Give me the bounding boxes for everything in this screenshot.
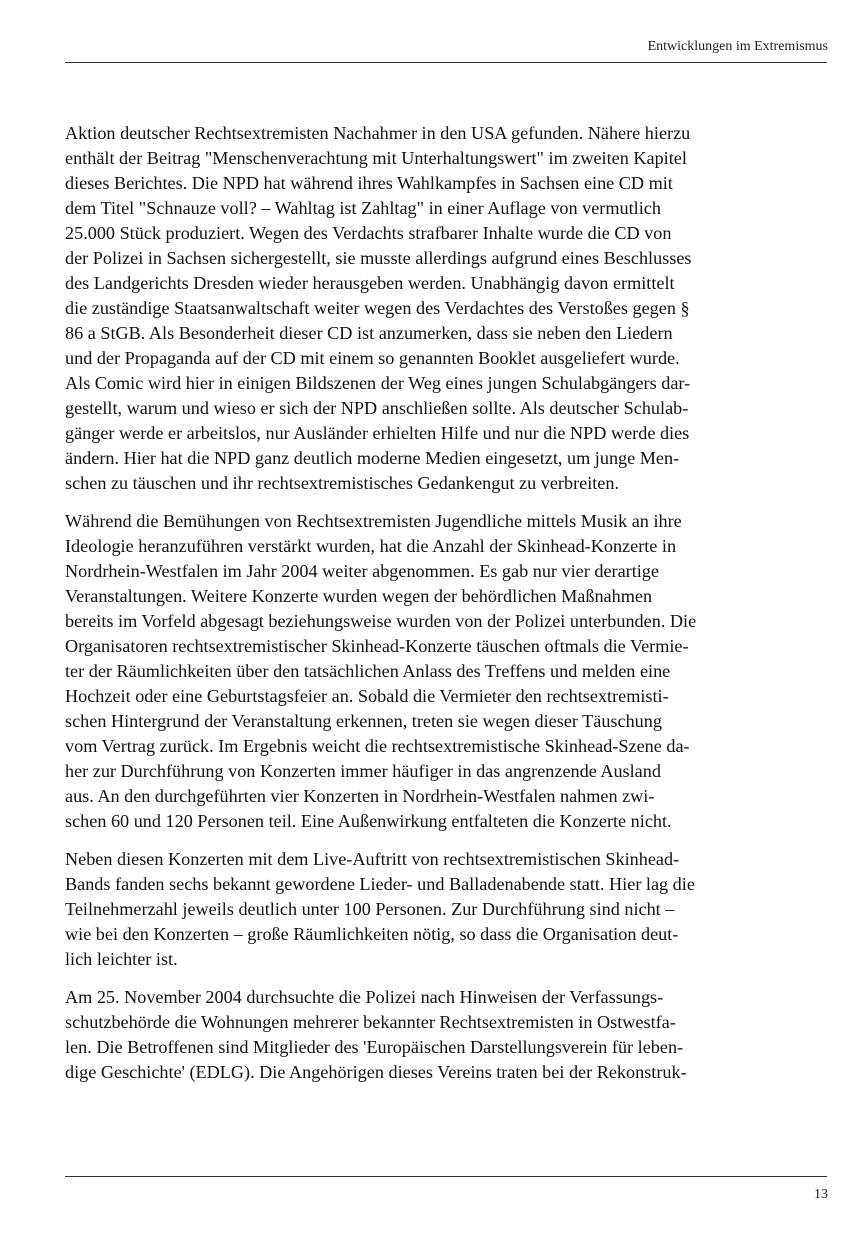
text-line: Teilnehmerzahl jeweils deutlich unter 100 Personen. Zur Durchführung sind nicht – — [65, 899, 675, 919]
text-line: 25.000 Stück produziert. Wegen des Verdachts strafbarer Inhalte wurde die CD von — [65, 223, 672, 243]
text-line: schen Hintergrund der Veranstaltung erkennen, treten sie wegen dieser Täuschung — [65, 711, 662, 731]
paragraph-1 — [65, 121, 781, 496]
text-line: 86 a StGB. Als Besonderheit dieser CD ist anzumerken, dass sie neben den Liedern — [65, 323, 673, 343]
text-line: her zur Durchführung von Konzerten immer häufiger in das angrenzende Ausland — [65, 761, 661, 781]
text-line: schutzbehörde die Wohnungen mehrerer bekannter Rechtsextremisten in Ostwestfa- — [65, 1012, 676, 1032]
text-line: ändern. Hier hat die NPD ganz deutlich moderne Medien eingesetzt, um junge Men- — [65, 448, 680, 468]
text-line: Ideologie heranzuführen verstärkt wurden, hat die Anzahl der Skinhead-Konzerte in — [65, 536, 677, 556]
text-line: enthält der Beitrag "Menschenverachtung mit Unterhaltungswert" im zweiten Kapitel — [65, 148, 687, 168]
text-line: dem Titel "Schnauze voll? – Wahltag ist Zahltag" in einer Auflage von vermutlich — [65, 198, 661, 218]
text-line: len. Die Betroffenen sind Mitglieder des 'Europäischen Darstellungsverein für leben- — [65, 1037, 684, 1057]
body-text — [65, 121, 781, 1098]
text-line: der Polizei in Sachsen sichergestellt, sie musste allerdings aufgrund eines Beschlusses — [65, 248, 692, 268]
text-line: Neben diesen Konzerten mit dem Live-Auftritt von rechtsextremistischen Skinhead- — [65, 849, 680, 869]
text-line: Organisatoren rechtsextremistischer Skinhead-Konzerte täuschen oftmals die Vermie- — [65, 636, 689, 656]
text-line: bereits im Vorfeld abgesagt beziehungsweise wurden von der Polizei unterbunden. Die — [65, 611, 697, 631]
text-line: die zuständige Staatsanwaltschaft weiter wegen des Verdachtes des Verstoßes gegen § — [65, 298, 690, 318]
text-line: Als Comic wird hier in einigen Bildszenen der Weg eines jungen Schulabgängers dar- — [65, 373, 691, 393]
text-line: und der Propaganda auf der CD mit einem so genannten Booklet ausgeliefert wurde. — [65, 348, 680, 368]
text-line: Hochzeit oder eine Geburtstagsfeier an. Sobald die Vermieter den rechtsextremisti- — [65, 686, 669, 706]
text-line: lich leichter ist. — [65, 949, 178, 969]
text-line: dieses Berichtes. Die NPD hat während ihres Wahlkampfes in Sachsen eine CD mit — [65, 173, 673, 193]
footer-rule — [65, 1176, 827, 1177]
text-line: Veranstaltungen. Weitere Konzerte wurden wegen der behördlichen Maßnahmen — [65, 586, 653, 606]
text-line: vom Vertrag zurück. Im Ergebnis weicht die rechtsextremistische Skinhead-Szene da- — [65, 736, 690, 756]
text-line: gänger werde er arbeitslos, nur Ausländer erhielten Hilfe und nur die NPD werde dies — [65, 423, 690, 443]
paragraph-4 — [65, 985, 781, 1085]
paragraph-3 — [65, 847, 781, 972]
header-rule — [65, 62, 827, 63]
text-line: des Landgerichts Dresden wieder herausgeben werden. Unabhängig davon ermittelt — [65, 273, 675, 293]
paragraph-2 — [65, 509, 781, 834]
text-line: wie bei den Konzerten – große Räumlichkeiten nötig, so dass die Organisation deut- — [65, 924, 679, 944]
text-line: Am 25. November 2004 durchsuchte die Polizei nach Hinweisen der Verfassungs- — [65, 987, 664, 1007]
text-line: Bands fanden sechs bekannt gewordene Lieder- und Balladenabende statt. Hier lag die — [65, 874, 695, 894]
text-line: dige Geschichte' (EDLG). Die Angehörigen dieses Vereins traten bei der Rekonstruk- — [65, 1062, 687, 1082]
text-line: schen 60 und 120 Personen teil. Eine Außenwirkung entfalteten die Konzerte nicht. — [65, 811, 672, 831]
text-line: Während die Bemühungen von Rechtsextremisten Jugendliche mittels Musik an ihre — [65, 511, 682, 531]
text-line: schen zu täuschen und ihr rechtsextremistisches Gedankengut zu verbreiten. — [65, 473, 620, 493]
text-line: Nordrhein-Westfalen im Jahr 2004 weiter abgenommen. Es gab nur vier derartige — [65, 561, 659, 581]
text-line: ter der Räumlichkeiten über den tatsächlichen Anlass des Treffens und melden eine — [65, 661, 671, 681]
running-header: Entwicklungen im Extremismus — [647, 39, 828, 54]
text-line: aus. An den durchgeführten vier Konzerten in Nordrhein-Westfalen nahmen zwi- — [65, 786, 655, 806]
page-number: 13 — [814, 1187, 828, 1202]
text-line: Aktion deutscher Rechtsextremisten Nachahmer in den USA gefunden. Nähere hierzu — [65, 123, 691, 143]
text-line: gestellt, warum und wieso er sich der NPD anschließen sollte. Als deutscher Schulab- — [65, 398, 689, 418]
